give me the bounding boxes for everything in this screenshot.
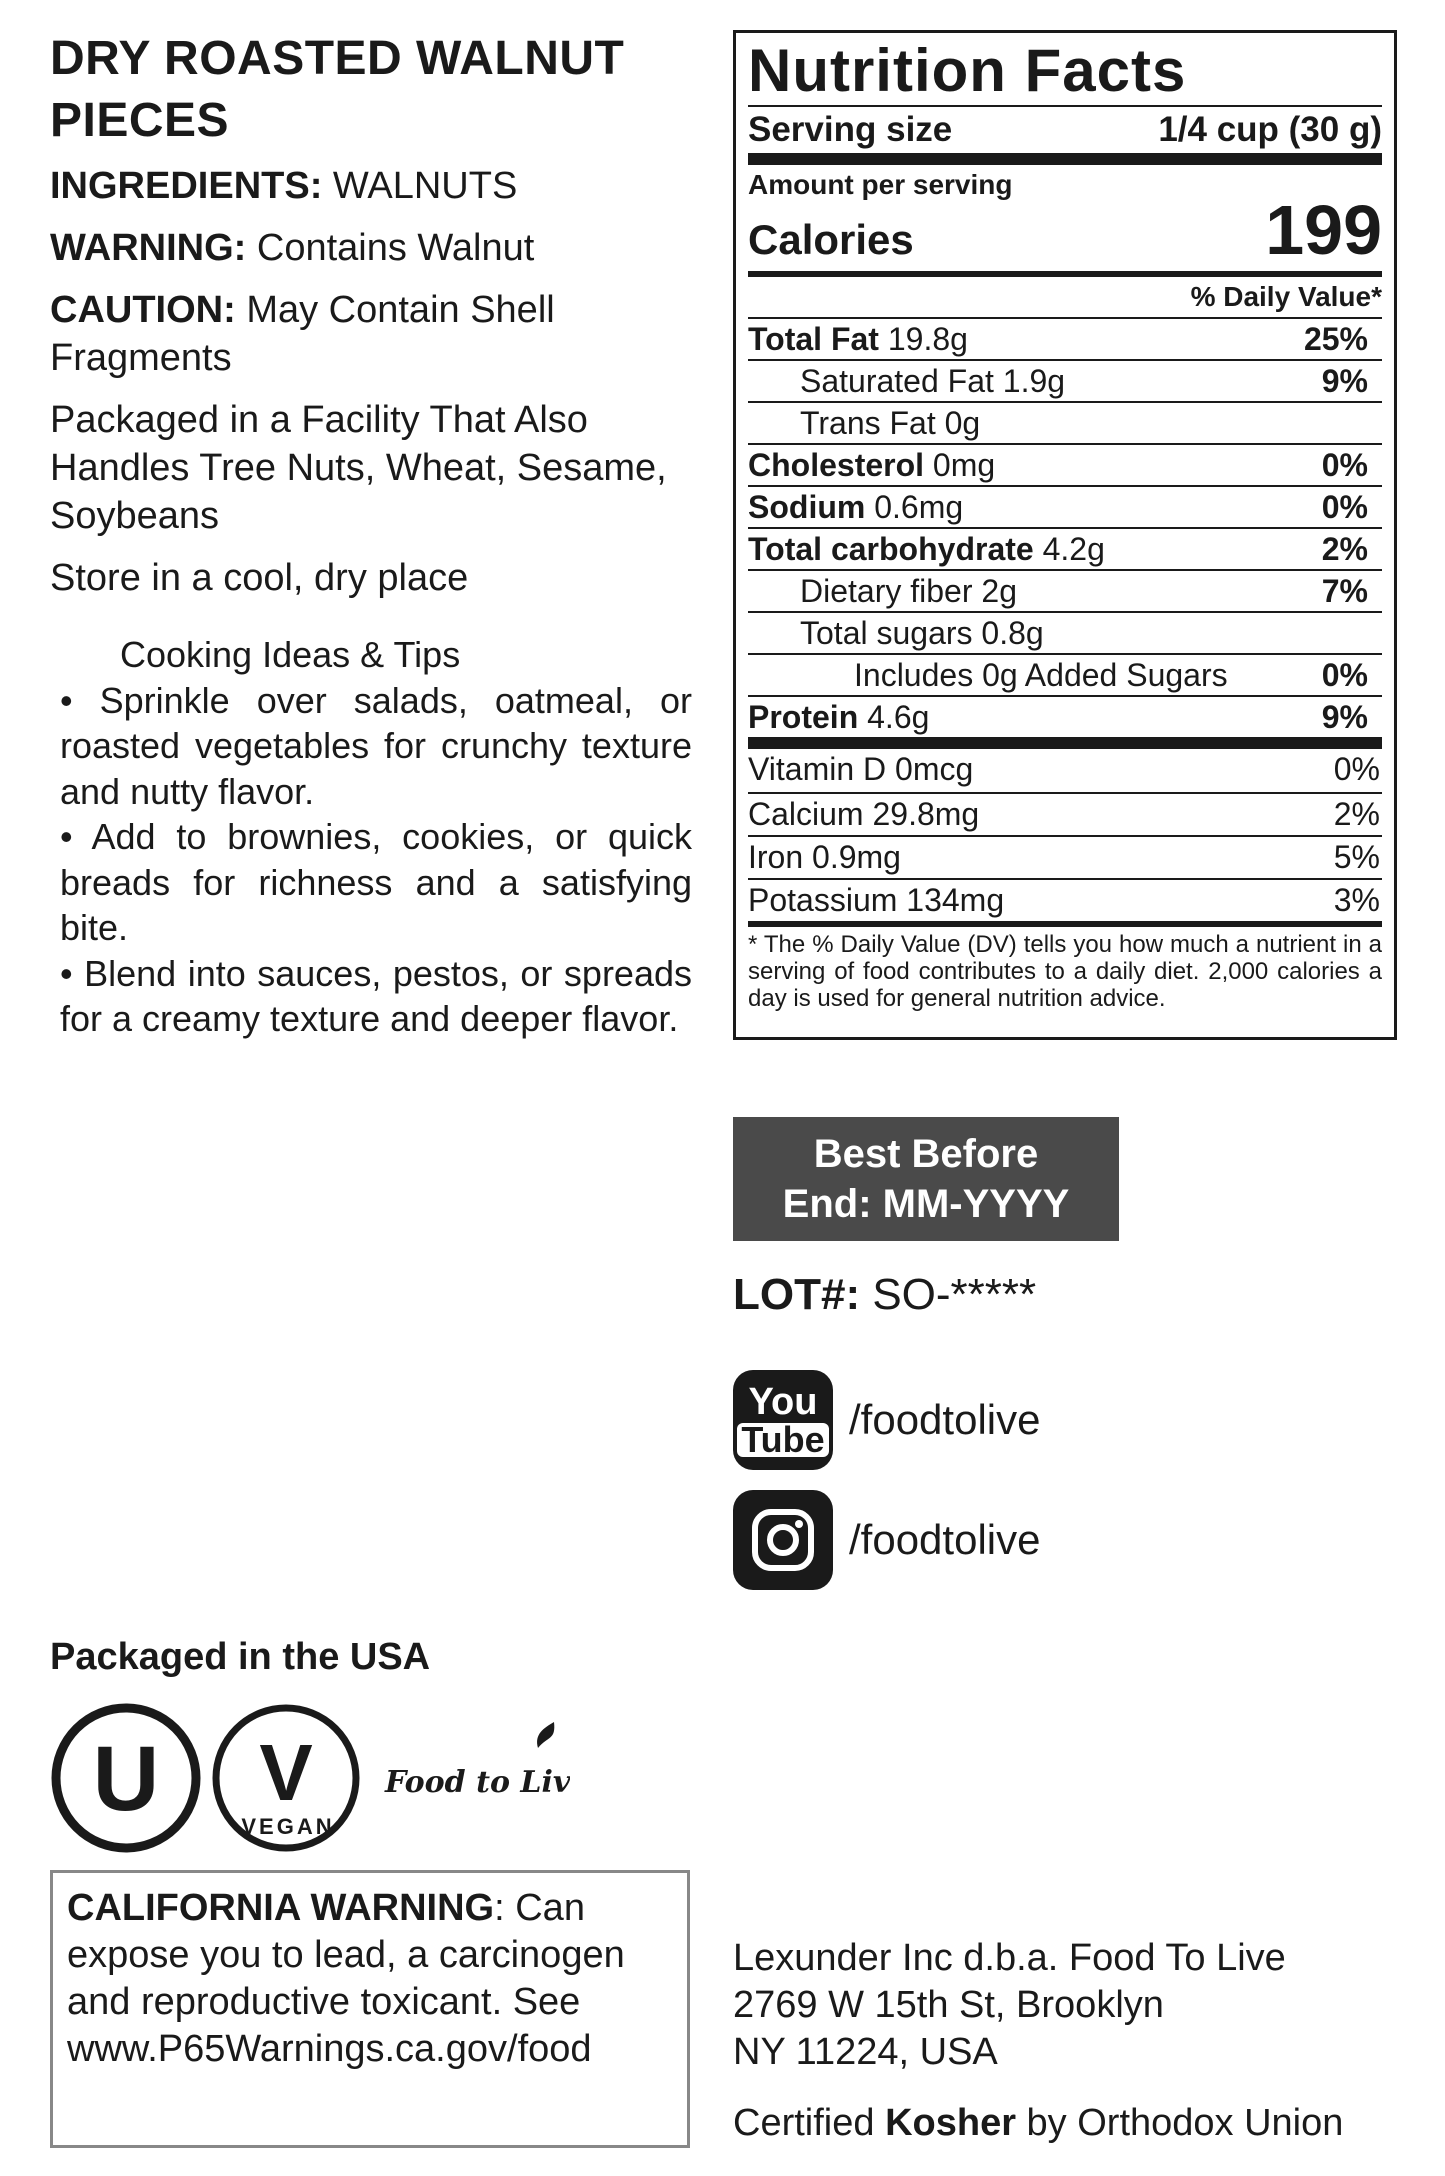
- caution-value: May Contain Shell Fragments: [50, 289, 555, 379]
- kosher-bold: Kosher: [885, 2102, 1016, 2144]
- address-line2: 2769 W 15th St, Brooklyn: [733, 1984, 1164, 2026]
- cooking-tips: [50, 632, 692, 1042]
- nutrient-label: Sodium: [748, 489, 866, 525]
- product-info: [50, 28, 700, 1042]
- nutrient-value: 0.6mg: [874, 489, 964, 525]
- nutrient-pct: 0%: [1321, 447, 1368, 483]
- cooking-tips-title: Cooking Ideas & Tips: [120, 634, 461, 675]
- calories-label: Calories: [748, 216, 914, 263]
- brand-text: Food to Live: [385, 1765, 570, 1800]
- serving-size-value: 1/4 cup (30 g): [1158, 110, 1382, 149]
- kosher-certification: [733, 2100, 1343, 2147]
- youtube-icon: [733, 1370, 833, 1470]
- cooking-tip: • Add to brownies, cookies, or quick breads for richness and a satisfying bite.: [60, 816, 692, 948]
- lot-value: SO-*****: [860, 1270, 1037, 1319]
- vitamin-row: [748, 878, 1382, 921]
- youtube-handle: /foodtolive: [849, 1396, 1041, 1443]
- nutrient-value: 2g: [981, 573, 1017, 609]
- daily-value-header: % Daily Value*: [1190, 281, 1382, 312]
- nutrient-pct: 2%: [1321, 531, 1368, 567]
- calories-row: [748, 191, 1382, 269]
- ou-letter: U: [92, 1728, 160, 1830]
- ingredients-value: WALNUTS: [322, 165, 518, 207]
- daily-value-footnote: * The % Daily Value (DV) tells you how much a nutrient in a serving of food contributes to a daily diet. 2,000 calories a day is used for general nutrition advice.: [748, 931, 1382, 1012]
- nutrient-label: Cholesterol: [748, 447, 925, 483]
- nutrient-row-protein: [748, 695, 1382, 737]
- nutrient-value: 0.8g: [981, 615, 1044, 651]
- nutrient-label: Includes 0g Added Sugars: [854, 657, 1228, 693]
- amount-per-serving: Amount per serving: [748, 169, 1013, 200]
- vegan-text: VEGAN: [241, 1814, 335, 1839]
- vitamin-label: Calcium 29.8mg: [748, 796, 980, 832]
- nutrient-row-total-carbohydrate: [748, 527, 1382, 569]
- nutrient-pct: 25%: [1303, 321, 1368, 357]
- instagram-link[interactable]: [733, 1490, 1333, 1590]
- nutrient-label: Protein: [748, 699, 859, 735]
- ingredients-label: INGREDIENTS:: [50, 165, 323, 207]
- youtube-icon-bottom: Tube: [737, 1423, 828, 1457]
- nutrient-label: Dietary fiber: [800, 573, 973, 609]
- vitamin-pct: 2%: [1333, 796, 1380, 832]
- nutrient-label: Total Fat: [748, 321, 879, 357]
- nutrient-label: Trans Fat: [800, 405, 936, 441]
- lot-label: LOT#:: [733, 1270, 861, 1319]
- nutrient-label: Saturated Fat: [800, 363, 994, 399]
- vitamin-row: [748, 792, 1382, 835]
- nutrient-row-saturated-fat: [748, 359, 1382, 401]
- ou-kosher-logo: [56, 1708, 196, 1848]
- nutrient-pct: 7%: [1321, 573, 1368, 609]
- best-before-line1: Best Before: [813, 1132, 1039, 1176]
- vitamin-label: Vitamin D 0mcg: [748, 751, 974, 787]
- vitamin-label: Iron 0.9mg: [748, 839, 901, 875]
- nutrient-pct: 0%: [1321, 657, 1368, 693]
- storage-note: Store in a cool, dry place: [50, 557, 469, 599]
- caution: [50, 286, 700, 382]
- lot-number: [733, 1268, 1036, 1322]
- cooking-tip: • Sprinkle over salads, oatmeal, or roasted vegetables for crunchy texture and nutty flavor.: [60, 679, 692, 812]
- best-before-box: [733, 1117, 1119, 1241]
- warning-label: WARNING:: [50, 227, 247, 269]
- nutrient-value: 19.8g: [887, 321, 968, 357]
- nutrient-pct: 0%: [1321, 489, 1368, 525]
- california-warning-label: CALIFORNIA WARNING: [67, 1887, 495, 1929]
- facility-note: Packaged in a Facility That Also Handles Tree Nuts, Wheat, Sesame, Soybeans: [50, 399, 667, 537]
- warning-value: Contains Walnut: [246, 227, 535, 269]
- kosher-post: by Orthodox Union: [1015, 2102, 1344, 2144]
- nutrient-row-sodium: [748, 485, 1382, 527]
- serving-size-label: Serving size: [748, 110, 953, 149]
- kosher-pre: Certified: [733, 2102, 886, 2144]
- nutrient-pct: 9%: [1321, 363, 1368, 399]
- vegan-logo: [216, 1708, 356, 1848]
- youtube-icon-top: You: [748, 1381, 818, 1423]
- warning: [50, 224, 700, 272]
- california-warning-box: [50, 1870, 690, 2148]
- vitamin-pct: 0%: [1333, 751, 1380, 787]
- certification-logos: [50, 1700, 570, 1860]
- product-title-line2: PIECES: [50, 94, 230, 147]
- address-line3: NY 11224, USA: [733, 2031, 998, 2073]
- vitamin-pct: 5%: [1333, 839, 1380, 875]
- instagram-handle: /foodtolive: [849, 1516, 1041, 1563]
- nutrient-value: 0g: [944, 405, 981, 441]
- nutrient-value: 4.6g: [867, 699, 930, 735]
- nutrient-row-added-sugars: [748, 653, 1382, 695]
- nutrient-row-cholesterol: [748, 443, 1382, 485]
- vegan-letter: V: [259, 1728, 313, 1817]
- instagram-icon: [733, 1490, 833, 1590]
- nutrition-facts-panel: [733, 30, 1397, 1040]
- instagram-glyph: [750, 1507, 816, 1573]
- food-to-live-logo: [384, 1722, 570, 1800]
- nutrient-value: 1.9g: [1002, 363, 1066, 399]
- nutrient-pct: 9%: [1321, 699, 1368, 735]
- thick-divider: [748, 737, 1382, 749]
- vitamin-row: [748, 749, 1382, 792]
- calories-value: 199: [1265, 191, 1382, 269]
- youtube-link[interactable]: [733, 1370, 1333, 1470]
- nutrient-value: 4.2g: [1042, 531, 1105, 567]
- vitamin-row: [748, 835, 1382, 878]
- logos-svg: [50, 1700, 570, 1860]
- nutrient-row-dietary-fiber: [748, 569, 1382, 611]
- product-title: [50, 28, 700, 152]
- best-before-line2: End: MM-YYYY: [782, 1182, 1070, 1226]
- nutrition-title: Nutrition Facts: [748, 37, 1187, 104]
- california-warning-text: : Can expose you to lead, a carcinogen and reproductive toxicant. See www.P65Warnings.ca.gov/food: [67, 1887, 625, 2070]
- product-title-line1: DRY ROASTED WALNUT: [50, 32, 625, 85]
- caution-label: CAUTION:: [50, 289, 236, 331]
- cooking-tip: • Blend into sauces, pestos, or spreads for a creamy texture and deeper flavor.: [60, 952, 692, 1039]
- nutrient-value: 0mg: [932, 447, 996, 483]
- nutrient-row-trans-fat: [748, 401, 1382, 443]
- vitamin-label: Potassium 134mg: [748, 882, 1005, 918]
- ingredients: [50, 162, 700, 210]
- vitamin-pct: 3%: [1333, 882, 1380, 918]
- thick-divider: [748, 153, 1382, 165]
- nutrient-label: Total sugars: [800, 615, 973, 651]
- address-line1: Lexunder Inc d.b.a. Food To Live: [733, 1937, 1286, 1979]
- packaged-in-usa: Packaged in the USA: [50, 1636, 431, 1678]
- medium-divider: [748, 921, 1382, 927]
- serving-size-row: [748, 105, 1382, 153]
- company-address: [733, 1935, 1286, 2076]
- nutrient-label: Total carbohydrate: [748, 531, 1034, 567]
- nutrient-row-total-sugars: [748, 611, 1382, 653]
- nutrient-row-total-fat: [748, 317, 1382, 359]
